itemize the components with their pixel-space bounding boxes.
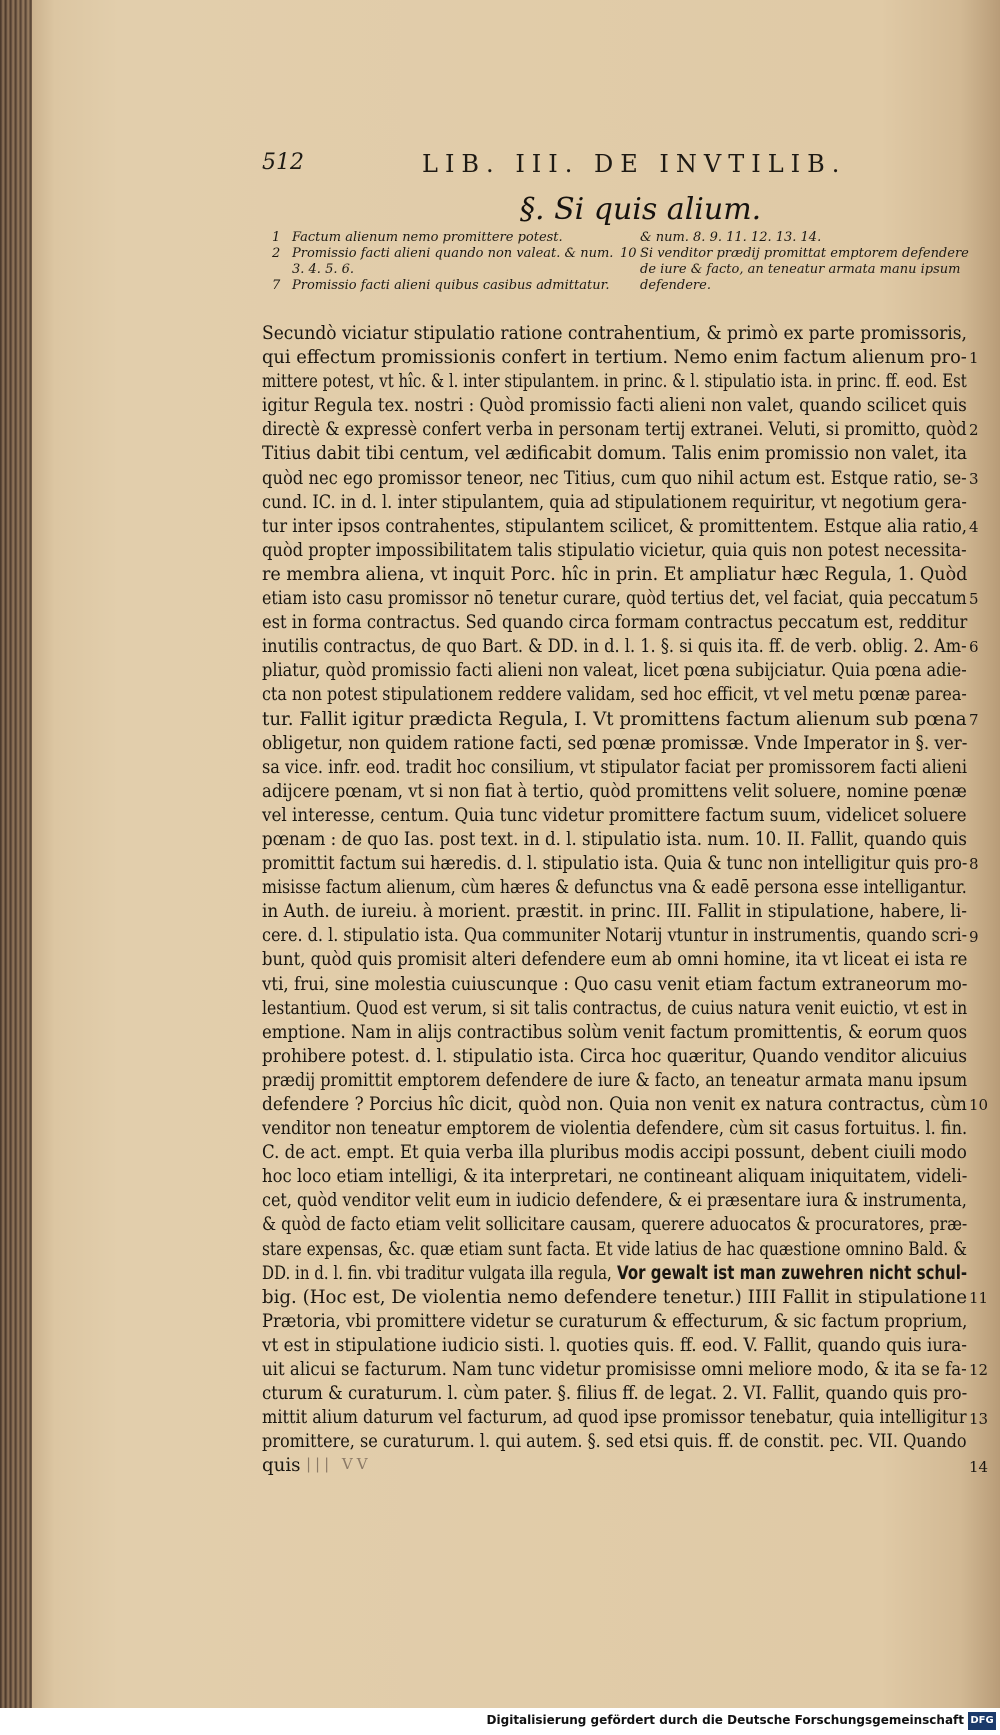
text-line-content: etiam isto casu promissor nō tenetur curare, quòd tertius det, vel faciat, quia peccatum [262,588,967,610]
summary-item-text: 3. 4. 5. 6. [292,262,355,277]
text-line-content: big. (Hoc est, De violentia nemo defendere tenetur.) IIII Fallit in stipulatione [262,1286,967,1308]
summary-item-text: de iure & facto, an teneatur armata manu ipsum [640,262,961,277]
footer-text: Digitalisierung gefördert durch die Deutsche Forschungsgemeinschaft [486,1713,964,1727]
summary-left-column [272,230,612,294]
text-line [262,1382,968,1406]
text-line-content: lestantium. Quod est verum, si sit talis contractus, de cuius natura venit euictio, vt est in [262,997,968,1019]
text-line-content: mittit alium daturum vel facturum, ad quod ipse promissor tenebatur, quia intelligitur [262,1407,967,1429]
text-line-content: Titius dabit tibi centum, vel ædificabit domum. Talis enim promissio non valet, ita [262,443,967,465]
summary-item [272,262,612,278]
text-line [262,539,967,563]
margin-number: 10 [969,1096,989,1115]
text-line-content: cta non potest stipulationem reddere validam, sed hoc efficit, vt vel metu pœnæ parea- [262,684,967,706]
text-line-content: prædij promittit emptorem defendere de iure & facto, an teneatur armata manu ipsum [262,1069,968,1091]
text-line [262,1117,968,1141]
text-line-content: igitur Regula tex. nostri : Quòd promissio facti alieni non valet, quando scilicet quis [262,395,967,417]
margin-number: 7 [969,710,979,729]
faded-mark: ||| VV [306,1455,372,1473]
summary-item [272,246,612,262]
text-line [262,900,967,924]
summary-item [620,246,980,262]
text-line-content: promittere, se curaturum. l. qui autem. §. sed etsi quis. ff. de constit. pec. VII. Quando [262,1431,967,1453]
text-line-content: tur. Fallit igitur prædicta Regula, I. Vt promittens factum alienum sub pœna [262,708,967,730]
text-line [262,1262,968,1286]
body-text [262,322,967,1479]
text-line-content: quòd nec ego promissor teneor, nec Titius, cum quo nihil actum est. Estque ratio, se- [262,467,967,489]
text-line [262,418,967,442]
text-line [262,1189,967,1213]
text-line-content: vt est in stipulatione iudicio sisti. l. quoties quis. ff. eod. V. Fallit, quando quis iura- [262,1334,967,1356]
text-line [262,1165,968,1189]
summary-item-number: 10 [620,246,637,261]
text-line-content: stare expensas, &c. quæ etiam sunt facta. Et vide latius de hac quæstione omnino Bald. & [262,1238,967,1260]
text-line-content: re membra aliena, vt inquit Porc. hîc in prin. Et ampliatur hæc Regula, 1. Quòd [262,563,968,585]
text-line [262,394,967,418]
text-line [262,948,968,972]
margin-number: 4 [969,517,979,536]
text-line-content: Prætoria, vbi promittere videtur se curaturum & effecturum, & sic factum proprium, [262,1310,968,1332]
page-number: 512 [262,150,304,175]
text-line-content: sa vice. infr. eod. tradit hoc consilium, vt stipulator faciat per promissorem facti alieni [262,756,968,778]
text-line [262,1213,968,1237]
text-line-content: est in forma contractus. Sed quando circa formam contractus peccatum est, redditur [262,612,968,634]
text-line [262,442,967,466]
page-edge [0,0,32,1735]
text-line [262,973,968,997]
summary-item-number: 7 [272,278,281,293]
margin-number: 13 [969,1409,989,1428]
text-line [262,515,967,539]
text-line [262,1430,967,1454]
summary-block [272,230,972,335]
margin-number: 2 [969,421,979,440]
text-line [262,1406,967,1430]
text-line [262,683,967,707]
text-line [262,780,967,804]
text-line-content: pœnam : de quo Ias. post text. in d. l. stipulatio ista. num. 10. II. Fallit, quando quis [262,828,967,850]
text-line-content: bunt, quòd quis promisit alteri defendere eum ab omni homine, ita vt liceat ei ista re [262,949,968,971]
text-line-content: Secundò viciatur stipulatio ratione contrahentium, & primò ex parte promissoris, [262,323,967,344]
summary-item-number: 1 [272,230,281,245]
text-line-content: defendere ? Porcius hîc dicit, quòd non. Quia non venit ex natura contractus, cùm [262,1094,967,1115]
text-line-content: quòd propter impossibilitatem talis stipulatio vicietur, quia quis non potest necessita- [262,539,967,561]
text-line-content: venditor non teneatur emptorem de violentia defendere, cùm sit casus fortuitus. l. fin. [262,1118,968,1140]
text-line [262,322,967,346]
dfg-logo: DFG [968,1712,996,1730]
summary-right-column [620,230,980,294]
text-line [262,708,968,732]
text-line [262,1310,968,1334]
text-line [262,563,968,587]
text-line [262,732,968,756]
summary-item-text: Factum alienum nemo promittere potest. [292,230,563,245]
text-line-content: vti, frui, sine molestia cuiuscunque : Quo casu venit etiam factum extraneorum mo- [262,973,968,995]
margin-number: 5 [969,590,979,609]
text-line-content: obligetur, non quidem ratione facti, sed pœnæ promissæ. Vnde Imperator in §. ver- [262,732,968,754]
text-line [262,1069,968,1093]
text-line [262,491,967,515]
text-line [262,1141,967,1165]
text-line [262,1093,967,1117]
text-line-content: pliatur, quòd promissio facti alieni non valeat, licet pœna subijciatur. Quia pœna adie- [262,660,967,682]
text-line-content: & quòd de facto etiam velit sollicitare causam, querere aduocatos & procuratores, præ- [262,1214,968,1236]
text-line [262,659,967,683]
text-line-content: cturum & curaturum. l. cùm pater. §. filius ff. de legat. 2. VI. Fallit, quando quis pro- [262,1383,968,1405]
margin-number: 3 [969,469,979,488]
text-line [262,1238,967,1262]
text-line [262,1045,967,1069]
text-line [262,924,967,948]
summary-item [272,230,612,246]
text-line-content: cere. d. l. stipulatio ista. Qua communiter Notarij vtuntur in instrumentis, quando scri- [262,925,967,947]
text-line [262,828,967,852]
text-line [262,804,967,828]
page-header [262,150,902,184]
text-line [262,346,967,370]
text-line [262,852,968,876]
text-line [262,1334,967,1358]
text-line [262,876,967,900]
text-line-content: directè & expressè confert verba in personam tertij extranei. Veluti, si promitto, quòd [262,419,967,441]
summary-item-text: & num. 8. 9. 11. 12. 13. 14. [640,230,822,245]
text-line [262,756,968,780]
text-line-content: emptione. Nam in alijs contractibus solùm venit factum promittentis, & eorum quos [262,1021,968,1043]
margin-number: 8 [969,855,979,874]
section-title: §. Si quis alium. [520,192,762,227]
text-line [262,997,968,1021]
margin-number: 12 [969,1361,989,1380]
text-line [262,1021,968,1045]
text-line-content: uit alicui se facturum. Nam tunc videtur promisisse omni meliore modo, & ita se fa- [262,1359,967,1381]
margin-number: 1 [969,349,979,368]
text-line-content: in Auth. de iureiu. à morient. præstit. in princ. III. Fallit in stipulatione, habere, li- [262,901,967,923]
text-line-content: DD. in d. l. fin. vbi traditur vulgata illa regula, [262,1262,612,1284]
text-line-content: promittit factum sui hæredis. d. l. stipulatio ista. Quia & tunc non intelligitur quis pro- [262,853,968,875]
text-line-content: cund. IC. in d. l. inter stipulantem, quia ad stipulationem requiritur, vt negotium gera- [262,491,967,513]
summary-item-text: defendere. [640,278,711,293]
running-head: LIB. III. DE INVTILIB. [422,150,847,178]
text-line-content: inutilis contractus, de quo Bart. & DD. in d. l. 1. §. si quis ita. ff. de verb. oblig. 2. Am- [262,636,967,658]
text-line-content: prohibere potest. d. l. stipulatio ista. Circa hoc quæritur, Quando venditor alicuius [262,1045,967,1067]
margin-number: 11 [969,1289,989,1307]
text-line-content: mittere potest, vt hîc. & l. inter stipulantem. in princ. & l. stipulatio ista. in princ. ff. eod. Est [262,371,967,393]
summary-item [620,262,980,278]
text-line-content: C. de act. empt. Et quia verba illa pluribus modis accipi possunt, debent ciuili modo [262,1142,967,1164]
summary-item [620,278,980,294]
footer-strip [0,1708,1000,1735]
text-line [262,467,967,491]
summary-item-number: 2 [272,246,281,261]
text-line-content: hoc loco etiam intelligi, & ita interpretari, ne contineant aliquam iniquitatem, videli- [262,1166,968,1188]
summary-item-text: Promissio facti alieni quibus casibus admittatur. [292,278,610,293]
margin-number: 9 [969,927,979,946]
text-line-content: qui effectum promissionis confert in tertium. Nemo enim factum alienum pro- [262,347,967,369]
text-line [262,587,967,611]
text-line [262,1286,966,1310]
text-line [262,635,967,659]
text-line-content: misisse factum alienum, cùm hæres & defunctus vna & eadē persona esse intelligantur. [262,877,967,899]
margin-number: 6 [969,638,979,657]
text-line [262,370,967,394]
summary-item-text: Promissio facti alieni quando non valeat. & num. [292,246,614,261]
text-line-content: adijcere pœnam, vt si non fiat à tertio, quòd promittens velit soluere, nomine pœnæ [262,780,967,802]
summary-item-text: Si venditor prædij promittat emptorem defendere [640,246,969,261]
text-line-content: tur inter ipsos contrahentes, stipulantem scilicet, & promittentem. Estque alia ratio, [262,515,967,537]
text-line-content: quis [262,1455,301,1477]
summary-item [272,278,612,294]
summary-item [620,230,980,246]
margin-number: 14 [969,1457,989,1476]
text-line-content: cet, quòd venditor velit eum in iudicio defendere, & ei præsentare iura & instrumenta, [262,1190,967,1212]
text-line [262,1358,967,1382]
blackletter-phrase: Vor gewalt ist man zuwehren nicht schul- [611,1262,968,1284]
text-line-content: vel interesse, centum. Quia tunc videtur promittere factum suum, videlicet soluere [262,804,967,826]
text-line [262,611,968,635]
